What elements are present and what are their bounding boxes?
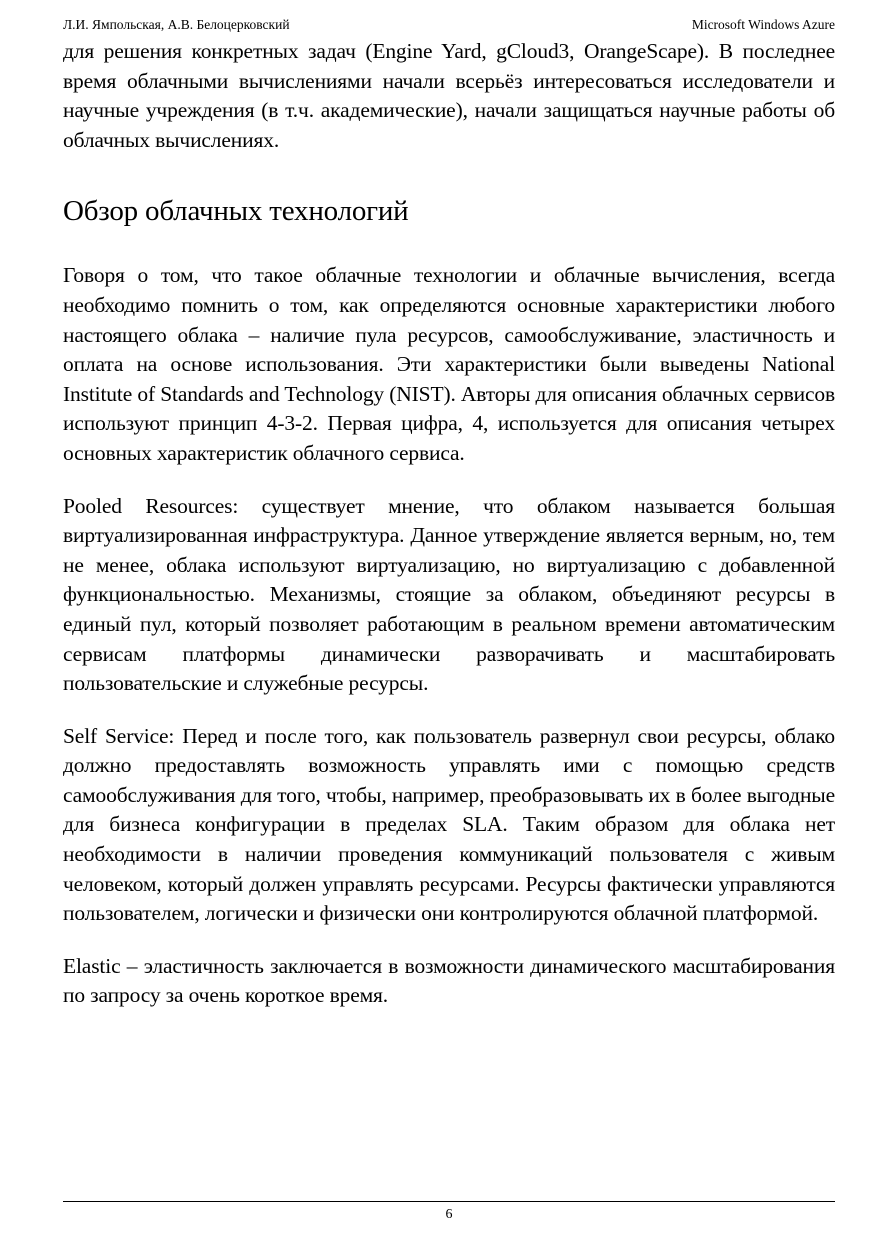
page-body [63,37,835,1011]
paragraph-elastic: Elastic – эластичность заключается в возможности динамического масштабирования по запросу за очень короткое время. [63,953,835,1008]
page-header [63,15,835,35]
page-number: 6 [445,1207,453,1222]
section-title: Обзор облачных технологий [63,195,409,228]
intro-paragraph: для решения конкретных задач (Engine Yard, gCloud3, OrangeScape). В последнее время облачными вычислениями начали всерьёз интересоваться исследователи и научные учреждения (в т.ч. академические), начали защищаться научные работы об облачных вычислениях. [63,39,835,152]
header-document-title: Microsoft Windows Azure [691,17,835,32]
paragraph-self-service: Self Service: Перед и после того, как пользователь развернул свои ресурсы, облако должно предоставлять возможность управлять ими с помощью средств самообслуживания для того, чтобы, например, преобразовывать их в более выгодные для бизнеса конфигурации в пределах SLA. Таким образом для облака нет необходимости в наличии проведения коммуникаций пользователя с живым человеком, который должен управлять ресурсами. Ресурсы фактически управляются пользователем, логически и физически они контролируются облачной платформой. [63,723,835,926]
page-footer [63,1201,835,1226]
header-authors: Л.И. Ямпольская, А.В. Белоцерковский [63,17,290,32]
paragraph-definition: Говоря о том, что такое облачные технологии и облачные вычисления, всегда необходимо помнить о том, как определяются основные характеристики любого настоящего облака – наличие пула ресурсов, самообслуживание, эластичность и оплата на основе использования. Эти характеристики были выведены National Institute of Standards and Technology (NIST). Авторы для описания облачных сервисов используют принцип 4-3-2. Первая цифра, 4, используется для описания четырех основных характеристик облачного сервиса. [63,263,835,465]
paragraph-pooled-resources: Pooled Resources: существует мнение, что облаком называется большая виртуализированная инфраструктура. Данное утверждение является верным, но, тем не менее, облака используют виртуализацию, но виртуализацию с добавленной функциональностью. Механизмы, стоящие за облаком, объединяют ресурсы в единый пул, который позволяет работающим в реальном времени автоматическим сервисам платформы динамически разворачивать и масштабировать пользовательские и служебные ресурсы. [63,493,835,696]
